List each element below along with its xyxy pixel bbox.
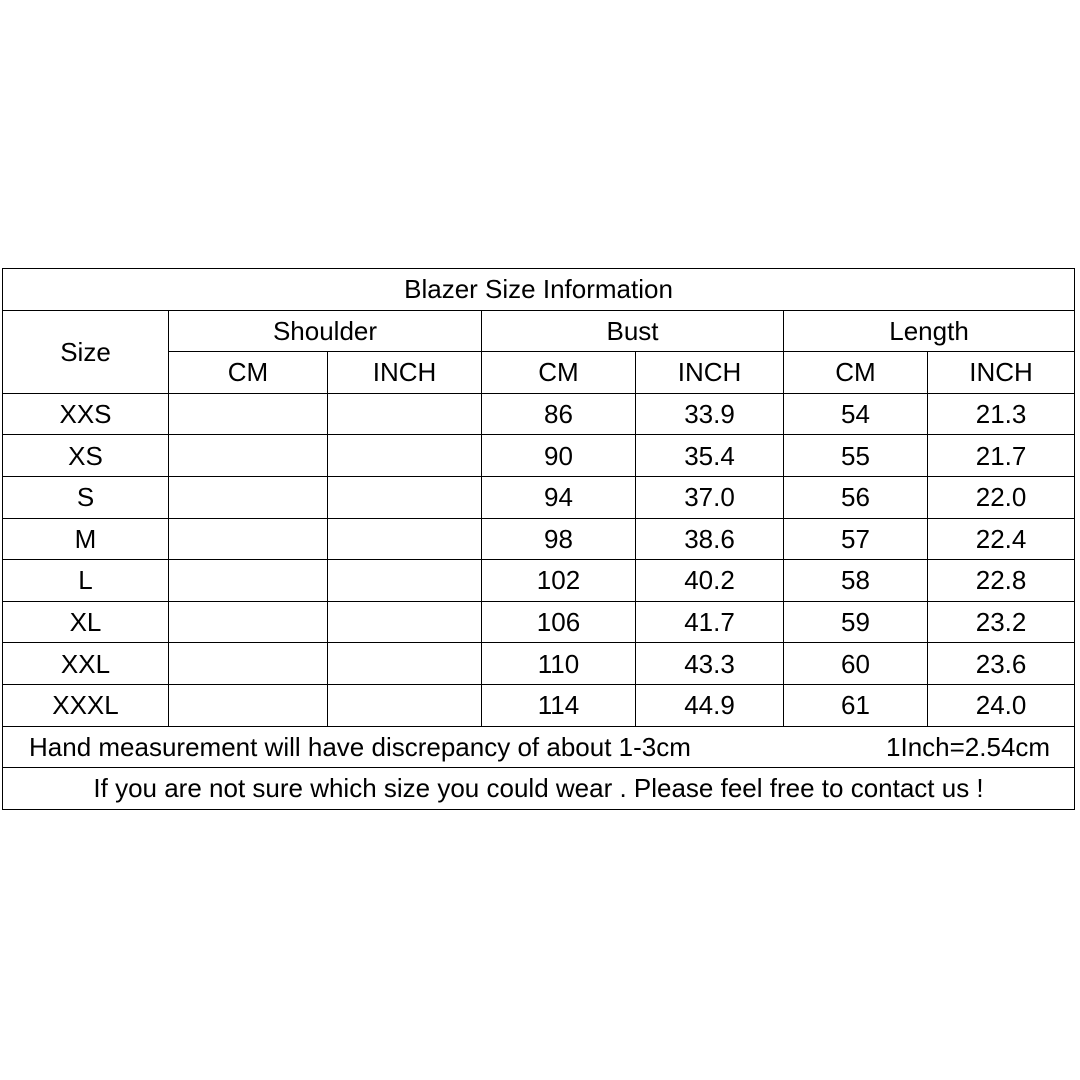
unit-conversion-note: 1Inch=2.54cm	[886, 731, 1051, 762]
shoulder-inch-cell	[328, 643, 482, 685]
shoulder-header: Shoulder	[169, 310, 482, 352]
length-cm-cell: 61	[784, 684, 928, 726]
length-cm-cell: 57	[784, 518, 928, 560]
contact-note-row	[3, 768, 1075, 810]
bust-cm-cell: 94	[482, 476, 636, 518]
bust-cm-cell: 114	[482, 684, 636, 726]
shoulder-cm-cell	[169, 684, 328, 726]
length-cm-cell: 59	[784, 601, 928, 643]
shoulder-cm-cell	[169, 601, 328, 643]
bust-inch-cell: 40.2	[636, 560, 784, 602]
table-row	[3, 393, 1075, 435]
shoulder-inch-cell	[328, 435, 482, 477]
shoulder-cm-cell	[169, 476, 328, 518]
length-inch-header: INCH	[928, 352, 1075, 394]
shoulder-inch-header: INCH	[328, 352, 482, 394]
size-chart-table	[2, 268, 1075, 810]
bust-cm-cell: 102	[482, 560, 636, 602]
length-inch-cell: 21.3	[928, 393, 1075, 435]
shoulder-cm-cell	[169, 393, 328, 435]
bust-inch-cell: 35.4	[636, 435, 784, 477]
size-cell: XXL	[3, 643, 169, 685]
bust-cm-header: CM	[482, 352, 636, 394]
length-inch-cell: 23.6	[928, 643, 1075, 685]
bust-cm-cell: 86	[482, 393, 636, 435]
shoulder-inch-cell	[328, 601, 482, 643]
bust-cm-cell: 98	[482, 518, 636, 560]
length-cm-cell: 58	[784, 560, 928, 602]
table-row	[3, 643, 1075, 685]
table-title: Blazer Size Information	[3, 269, 1075, 311]
length-inch-cell: 21.7	[928, 435, 1075, 477]
size-header: Size	[3, 310, 169, 393]
length-inch-cell: 22.0	[928, 476, 1075, 518]
bust-inch-header: INCH	[636, 352, 784, 394]
bust-cm-cell: 90	[482, 435, 636, 477]
length-inch-cell: 24.0	[928, 684, 1075, 726]
table-row	[3, 435, 1075, 477]
length-header: Length	[784, 310, 1075, 352]
length-inch-cell: 23.2	[928, 601, 1075, 643]
bust-inch-cell: 33.9	[636, 393, 784, 435]
measurement-discrepancy-note: Hand measurement will have discrepancy of about 1-3cm	[29, 731, 691, 762]
length-cm-cell: 55	[784, 435, 928, 477]
table-row	[3, 476, 1075, 518]
length-cm-cell: 60	[784, 643, 928, 685]
bust-inch-cell: 38.6	[636, 518, 784, 560]
shoulder-cm-cell	[169, 435, 328, 477]
length-cm-cell: 54	[784, 393, 928, 435]
shoulder-inch-cell	[328, 684, 482, 726]
shoulder-inch-cell	[328, 518, 482, 560]
group-header-row	[3, 310, 1075, 352]
shoulder-cm-cell	[169, 560, 328, 602]
size-cell: XL	[3, 601, 169, 643]
bust-inch-cell: 43.3	[636, 643, 784, 685]
shoulder-inch-cell	[328, 393, 482, 435]
table-row	[3, 684, 1075, 726]
length-cm-header: CM	[784, 352, 928, 394]
size-cell: L	[3, 560, 169, 602]
table-row	[3, 601, 1075, 643]
bust-cm-cell: 110	[482, 643, 636, 685]
size-cell: M	[3, 518, 169, 560]
length-cm-cell: 56	[784, 476, 928, 518]
shoulder-inch-cell	[328, 476, 482, 518]
table-row	[3, 518, 1075, 560]
title-row	[3, 269, 1075, 311]
bust-header: Bust	[482, 310, 784, 352]
bust-cm-cell: 106	[482, 601, 636, 643]
size-cell: XXXL	[3, 684, 169, 726]
shoulder-cm-cell	[169, 643, 328, 685]
shoulder-inch-cell	[328, 560, 482, 602]
shoulder-cm-header: CM	[169, 352, 328, 394]
length-inch-cell: 22.8	[928, 560, 1075, 602]
bust-inch-cell: 41.7	[636, 601, 784, 643]
size-cell: XXS	[3, 393, 169, 435]
size-cell: XS	[3, 435, 169, 477]
size-cell: S	[3, 476, 169, 518]
bust-inch-cell: 44.9	[636, 684, 784, 726]
shoulder-cm-cell	[169, 518, 328, 560]
table-row	[3, 560, 1075, 602]
measurement-note-row	[3, 726, 1075, 768]
measurement-note-cell	[3, 726, 1075, 768]
bust-inch-cell: 37.0	[636, 476, 784, 518]
length-inch-cell: 22.4	[928, 518, 1075, 560]
contact-note: If you are not sure which size you could wear . Please feel free to contact us !	[3, 768, 1075, 810]
